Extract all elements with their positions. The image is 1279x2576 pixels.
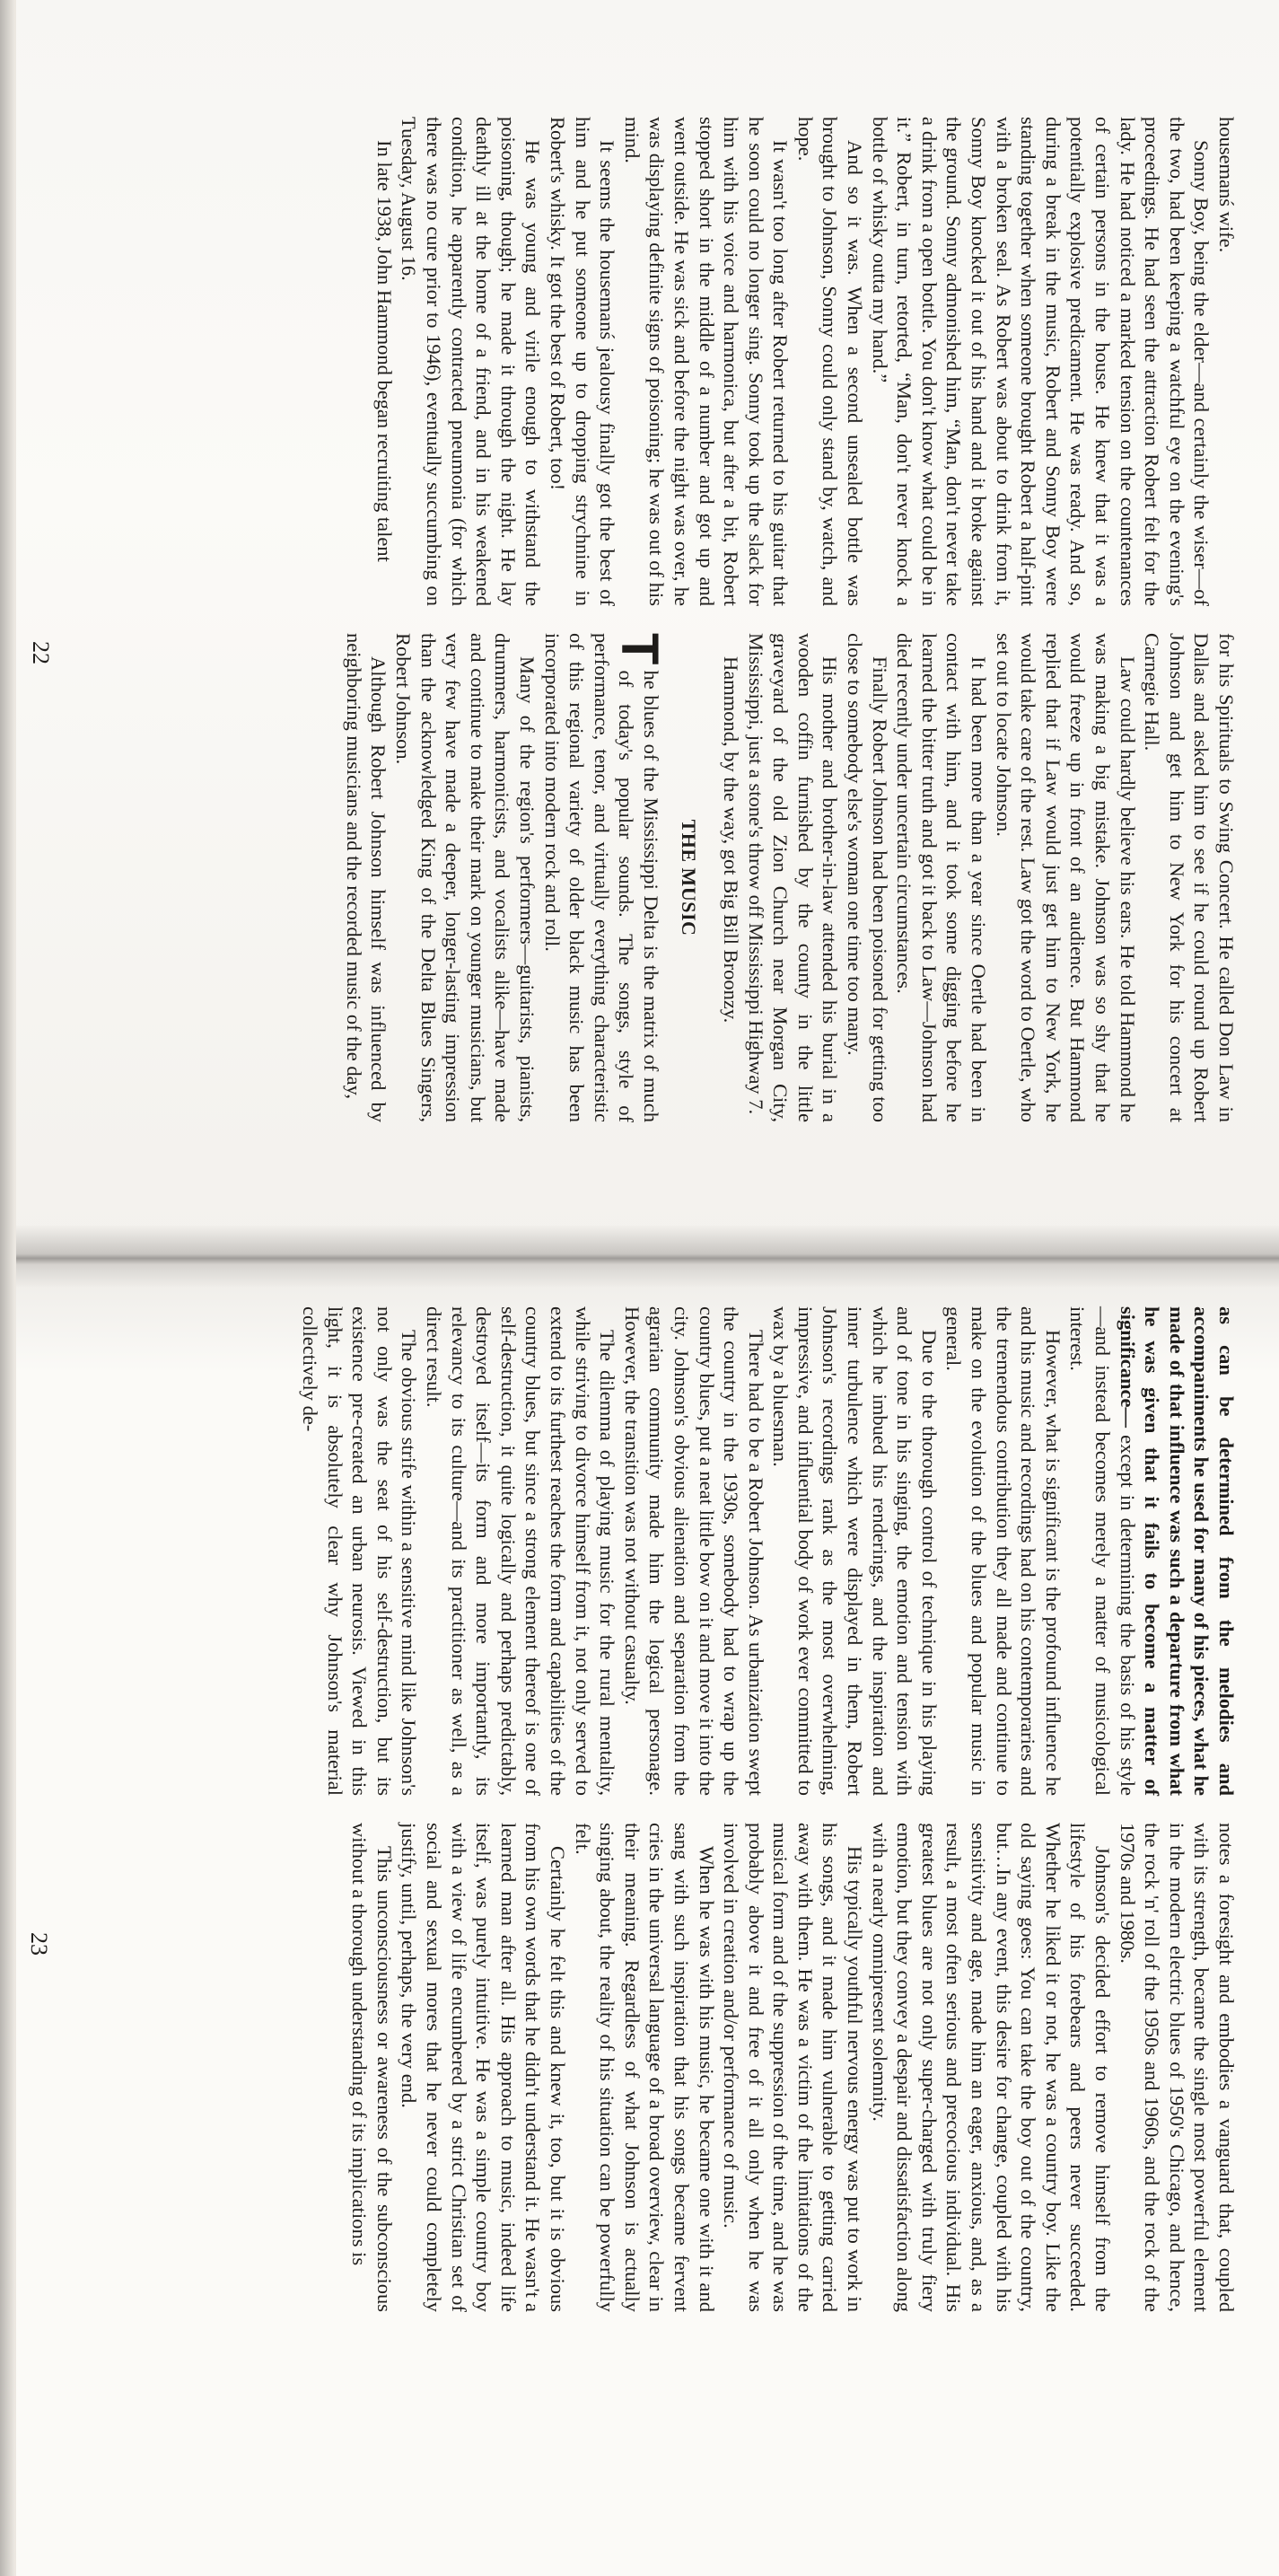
paragraph: It had been more than a year since Oertle had been in contact with him, and it took some digging before he learned the bitter truth and got it back to Law—Johnson had died recently under uncertain circumstances. xyxy=(893,633,991,1122)
paragraph: There had to be a Robert Johnson. As urbanization swept the country in the 1930s, somebody had to wrap up the country blues, put a neat little bow on it and move it into the city. Johnson's obvious alienation and separation from the agrarian community made him the logical personage. However, the transition was not without casualty. xyxy=(620,1306,767,1796)
page-number-23: 23 xyxy=(26,1932,52,1956)
paragraph: notes a foresight and embodies a vanguard that, coupled with its strength, became the single most powerful element in the modern electric blues of 1950's Chicago, and hence, the rock 'n' roll of the 1950s and 1960s, and the rock of the 1970s and 1980s. xyxy=(1116,1823,1238,2312)
paragraph: When he was with his music, he became one with it and sang with such inspiration that his songs became fervent cries in the universal language of a broad overview, clear in their meaning. Regardless of what Johnson is actually singing about, the reality of his situation can be powerfully felt. xyxy=(571,1823,718,2312)
paragraph: It wasn't too long after Robert returned to his guitar that he soon could no longer sing. Sonny took up the slack for him with his voice and harmonica, but after a bit, Robert stopped short in the middle of a number and got up and went outside. He was sick and before the night was over, he was displaying definite signs of poisoning; he was out of his mind. xyxy=(620,117,793,606)
paragraph: He was young and virile enough to withstand the poisoning, though; he made it through the night. He lay deathly ill at the home of a friend, and in his weakened condition, he apparently contracted pneumonia (for which there was no cure prior to 1946), eventually succumbing on Tuesday, August 16. xyxy=(398,117,545,606)
page-number-22: 22 xyxy=(28,641,54,664)
drop-cap: T xyxy=(609,633,669,665)
paragraph: Hammond, by the way, got Big Bill Broonzy. xyxy=(720,656,743,1024)
page-22-column-1 xyxy=(372,117,1239,606)
page-23-text xyxy=(188,1306,1239,2312)
page-23-column-1 xyxy=(297,1306,1239,1796)
paragraph: However, what is significant is the profound influence he and his music and recordings had on his contemporaries and the tremendous contribution they all made and continue to make on the evolution of the blues and popular music in general. xyxy=(942,1306,1064,1796)
paragraph: Many of the region's performers—guitarists, pianists, drummers, harmonicists, and vocalists alike—have made and continue to make their mark on younger musicians, but very few have made a deeper, longer-lasting impression than the acknowledged King of the Delta Blues Singers, Robert Johnson. xyxy=(392,633,539,1122)
paragraph: This unconsciousness or awareness of the subconscious without a thorough understanding of its implications is xyxy=(348,1823,396,2312)
paragraph: Sonny Boy, being the elder—and certainly the wiser—of the two, had been keeping a watchful eye on the evening's proceedings. He had seen the attraction Robert felt for the lady. He had noticed a marked tension on the countenances of certain persons in the house. He knew that it was a potentially explosive predicament. He was ready. And so, during a break in the music, Robert and Sonny Boy were standing together when someone brought Robert a half-pint with a broken seal. As Robert was about to drink from it, Sonny Boy knocked it out of his hand and it broke against the ground. Sonny admonished him, “Man, don't never take a drink from a open bottle. You don't know what could be in it.” Robert, in turn, retorted, “Man, don't never knock a bottle of whisky outta my hand.” xyxy=(868,117,1213,606)
paragraph: housemanś wife. xyxy=(1215,117,1238,253)
paragraph: In late 1938, John Hammond began recruiting talent xyxy=(372,140,396,562)
paragraph: The obvious strife within a sensitive mind like Johnson's not only was the seat of his self-destruction, but its existence pre-created an urban neurosis. Viewed in this light, it is absolutely clear why Johnson's material collectively de- xyxy=(299,1306,421,1796)
paragraph: for his Spirituals to Swing Concert. He called Don Law in Dallas and asked him to see if he could round up Robert Johnson and get him to New York for his concert at Carnegie Hall. xyxy=(1141,633,1238,1122)
page-22-text xyxy=(188,117,1239,1122)
section-heading: THE MUSIC xyxy=(677,819,700,936)
section-first-paragraph: T he blues of the Mississippi Delta is the matrix of much of today's popular sounds. The songs, style of performance, tenor, and virtually everything characteristic of this regional variety of older black music has been incorporated into modern rock and roll. xyxy=(540,633,669,1122)
book-gutter xyxy=(0,1226,1279,1288)
paragraph: Although Robert Johnson himself was influenced by neighboring musicians and the recorded music of the day, xyxy=(342,633,390,1122)
paragraph: His mother and brother-in-law attended his burial in a wooden coffin furnished by the county in the little graveyard of the old Zion Church near Morgan City, Mississippi, just a stone's throw off Mississippi Highway 7. xyxy=(744,633,842,1122)
paragraph: Due to the thorough control of technique in his playing and of tone in his singing, the emotion and tension with which he imbued his renderings, and the inspiration and inner turbulence which were displayed in them, Robert Johnson's recordings rank as the most overwhelming, impressive, and influential body of work ever committed to wax by a bluesman. xyxy=(769,1306,941,1796)
paragraph: Finally Robert Johnson had been poisoned for getting too close to somebody else's woman one time too many. xyxy=(844,633,891,1122)
paragraph: Johnson's decided effort to remove himself from the lifestyle of his forebears and peers never succeeded. Whether he liked it or not, he was a country boy. Like the old saying goes: You can take the boy out of the country, but…In any event, this desire for change, coupled with his sensitivity and age, made him an eager, anxious, and, as a result, a most often serious and precocious individual. His greatest blues are not only super-charged with truly fiery emotion, but they convey a despair and dissatisfaction along with a nearly omnipresent solemnity. xyxy=(868,1823,1115,2312)
paragraph: It seems the housemanś jealousy finally got the best of him and he put someone up to dropping strychnine in Robert's whisky. It got the best of Robert, too! xyxy=(546,117,619,606)
scan-edge-shadow xyxy=(0,0,16,2576)
paragraph: His typically youthful nervous energy was put to work in his songs, and it made him vulnerable to getting carried away with them. He was a victim of the limitations of the musical form and of the suppression of the time, and he was probably above it and free of it all only when he was involved in creation and/or performance of music. xyxy=(720,1823,867,2312)
paragraph: as can be determined from the melodies and accompaniments he used for many of his pieces, what he made of that influence was such a departure from what he was given that it fails to become a matter of significance— except in determining the basis of his style—and instead becomes merely a matter of musicological interest. xyxy=(1066,1306,1238,1796)
page-23-column-2 xyxy=(347,1823,1239,2312)
paragraph: Certainly he felt this and knew it, too, but it is obvious from his own words that he didn't understand it. He wasn't a learned man after all. His approach to music, indeed life itself, was purely intuitive. He was a simple country boy with a view of life encumbered by a strict Christian set of social and sexual mores that he never could completely justify, until, perhaps, the very end. xyxy=(398,1823,569,2312)
paragraph: Law could hardly believe his ears. He told Hammond he was making a big mistake. Johnson was so shy that he would freeze up in front of an audience. But Hammond replied that if Law would just get him to New York, he would take care of the rest. Law got the word to Oertle, who set out to locate Johnson. xyxy=(992,633,1139,1122)
paragraph: The dilemma of playing music for the rural mentality, while striving to divorce himself from it, not only served to extend to its furthest reaches the form and capabilities of the country blues, but since a strong element thereof is one of self-destruction, it quite logically and perhaps predictably, destroyed itself—its form and more importantly, its relevancy to its culture—and its practitioner as well, as a direct result. xyxy=(423,1306,619,1796)
paragraph: And so it was. When a second unsealed bottle was brought to Johnson, Sonny could only stand by, watch, and hope. xyxy=(793,117,867,606)
page-22-column-2 xyxy=(341,633,1239,1122)
